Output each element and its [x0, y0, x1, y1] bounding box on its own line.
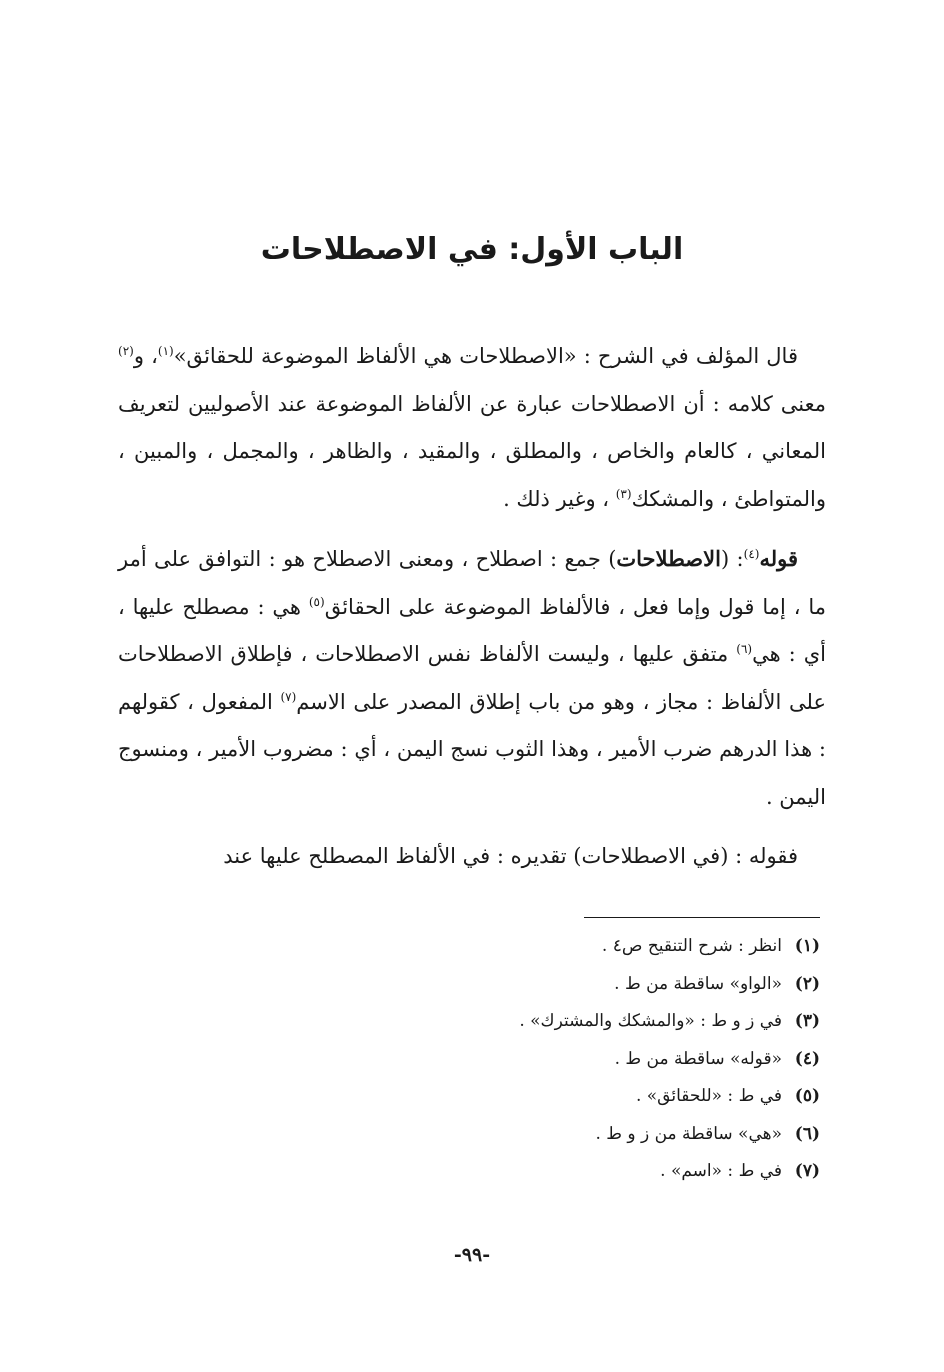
footnote-item — [220, 1153, 820, 1191]
text-run: معنى كلامه : أن الاصطلاحات عبارة عن الألفاظ الموضوعة عند الأصوليين لتعريف المعاني ، كالعام والخاص ، والمطلق ، والمقيد ، والظاهر ، والمجمل ، والمبين ، والمتواطئ ، والمشكك — [118, 391, 826, 511]
footnote-ref-6[interactable]: (٦) — [736, 642, 753, 656]
chapter-title: الباب الأول: في الاصطلاحات — [260, 232, 684, 268]
text-run: : ( — [720, 547, 744, 571]
footnote-ref-5[interactable]: (٥) — [308, 594, 325, 609]
footnote-item — [220, 1078, 820, 1116]
footnote-number: (١) — [794, 936, 820, 956]
footnote-text: في ط : «اسم» . — [660, 1161, 782, 1181]
text-run: ) جمع : اصطلاح ، ومعنى الاصطلاح هو : التوافق على أمر ما ، إما قول وإما فعل ، فالألفاظ الموضوعة على الحقائق — [118, 547, 826, 619]
paragraph-1 — [118, 333, 826, 523]
footnote-item — [220, 966, 820, 1004]
text-run: هي : مصطلح عليها ، أي : هي — [118, 594, 826, 666]
paragraph-3 — [118, 833, 826, 881]
footnote-ref-7[interactable]: (٧) — [280, 689, 297, 704]
footnote-text: انظر : شرح التنقيح ص٤ . — [601, 936, 782, 956]
footnote-ref-1[interactable]: (١) — [157, 344, 174, 358]
text-run: المفعول ، كقولهم : هذا الدرهم ضرب الأمير ، وهذا الثوب نسج اليمن ، أي : مضروب الأمير ، ومنسوج اليمن . — [118, 689, 826, 809]
footnote-number: (٢) — [794, 973, 820, 994]
footnote-text: في ط : «للحقائق» . — [635, 1086, 782, 1106]
footnote-number: (٣) — [794, 1011, 820, 1031]
footnote-text: «هي» ساقطة من ز و ط . — [595, 1123, 782, 1144]
footnote-number: (٥) — [794, 1086, 820, 1106]
text-run: ، وغير ذلك . — [503, 486, 616, 511]
footnote-item — [220, 928, 820, 966]
text-run: متفق عليها ، وليست الألفاظ نفس الاصطلاحات ، فإطلاق الاصطلاحات على الألفاظ : مجاز ، وهو من باب إطلاق المصدر على الاسم — [118, 642, 826, 714]
footnotes-list — [220, 928, 820, 1191]
page-number: -٩٩- — [453, 1244, 491, 1266]
text-run: قال المؤلف في الشرح : «الاصطلاحات هي الألفاظ الموضوعة للحقائق» — [173, 344, 798, 368]
text-run: ، و — [133, 344, 158, 368]
footnote-item — [220, 1003, 820, 1041]
main-text — [118, 333, 826, 881]
footnote-item — [220, 1041, 820, 1079]
keyword-qawluh: قوله — [759, 546, 798, 571]
paragraph-2 — [118, 535, 826, 821]
footnote-text: «الواو» ساقطة من ط . — [614, 973, 782, 994]
footnote-number: (٧) — [794, 1161, 820, 1181]
footnote-number: (٤) — [794, 1048, 820, 1069]
text-run: فقوله : (في الاصطلاحات) تقديره : في الألفاظ المصطلح عليها عند — [223, 844, 798, 868]
footnote-divider — [584, 917, 820, 918]
footnote-ref-3[interactable]: (٣) — [615, 486, 632, 501]
footnote-item — [220, 1116, 820, 1154]
footnote-ref-4[interactable]: (٤) — [743, 547, 760, 561]
footnote-number: (٦) — [794, 1123, 820, 1144]
footnote-text: «قوله» ساقطة من ط . — [614, 1048, 782, 1069]
footnote-ref-2[interactable]: (٢) — [118, 344, 134, 358]
keyword-istilahat: الاصطلاحات — [616, 546, 721, 571]
footnote-text: في ز و ط : «والمشكك والمشترك» . — [519, 1011, 782, 1031]
